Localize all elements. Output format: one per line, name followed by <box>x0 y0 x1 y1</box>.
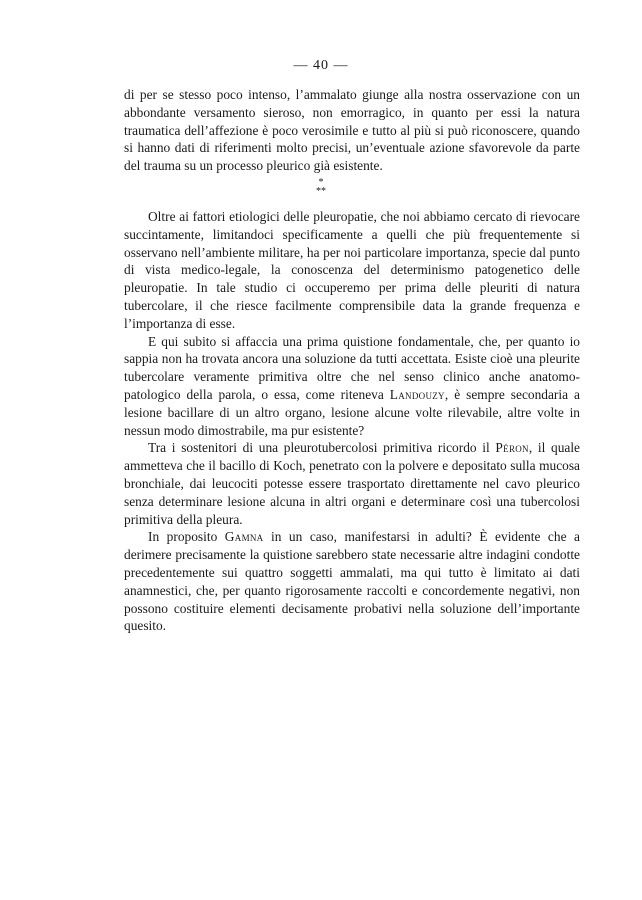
paragraph-text: Oltre ai fattori etiologici delle pleuropatie, che noi abbiamo cercato di rievocare succintamente, limitandoci specificamente a quelli che più frequentemente si osservano nell’ambiente militare, ha per noi particolare importanza, specie dal punto di vista medico-legale, la conoscenza del determinismo patogenetico delle pleuropatie. In tale studio ci occuperemo per prima delle pleuriti di natura tubercolare, il che riesce facilmente comprensibile data la grande frequenza e l’importanza di esse. <box>124 209 580 331</box>
paragraph-peron <box>124 439 580 528</box>
paragraph-text-middle: in un caso, manifestarsi in adulti? È evidente che a derimere precisamente la quistione sarebbero state necessarie altre indagini condotte precedentemente sui quattro soggetti ammalati, ma qui tutto è limitato ai dati anamnestici, che, per quanto rigorosamente raccolti e concordemente negativi, non possono costituire elementi decisamente probativi nella soluzione dell’importante quesito. <box>124 529 580 634</box>
paragraph-etiology <box>124 208 580 333</box>
author-name: Péron <box>495 440 529 456</box>
page-number: — 40 — <box>293 58 349 73</box>
author-name: Landouzy <box>389 386 445 402</box>
paragraph-text-after: , è sempre secondaria a lesione bacillare di un altro organo, lesione alcune volte rilevabile, altre volte in nessun modo dimostrabile, ma pur esistente? <box>124 386 580 438</box>
continuation-paragraph: di per se stesso poco intenso, l’ammalato giunge alla nostra osservazione con un abbondante versamento sieroso, non emorragico, in quanto per essi la natura traumatica dell’affezione è poco verosimile e tutto al più si può riconoscere, quando si hanno dati di riferimenti molto precisi, un’eventuale azione sfavorevole da parte del trauma su un processo pleurico già esistente. <box>124 87 580 174</box>
paragraph-text: Tra i sostenitori di una pleurotubercolosi primitiva ricordo il <box>148 440 490 456</box>
author-name: Gamna <box>224 529 264 545</box>
paragraph-text: E qui subito si affaccia una prima quistione fondamentale, che, per quanto io sappia non ha trovata ancora una soluzione da tutti accettata. Esiste cioè una pleurite tubercolare veramente primitiva oltre che nel senso clinico anche anatomo-patologico della parola, o essa, come riteneva <box>124 333 580 402</box>
paragraph-text: In proposito <box>148 529 218 545</box>
paragraph-question <box>124 333 580 440</box>
paragraph-corbini <box>124 528 580 635</box>
separator-stars-bottom: ** <box>316 186 326 197</box>
continuation-block <box>124 86 580 175</box>
main-text-block <box>124 208 580 635</box>
paragraph-text-after: , il quale ammetteva che il bacillo di Koch, penetrato con la polvere e depositato sulla mucosa bronchiale, dai leucociti potesse essere trasportato direttamente nel cavo pleurico senza determinare lesione alcuna in altri organi e determinare così una tubercolosi primitiva della pleura. <box>124 440 581 527</box>
section-separator <box>0 178 642 196</box>
separator-star-top: * <box>318 177 324 188</box>
